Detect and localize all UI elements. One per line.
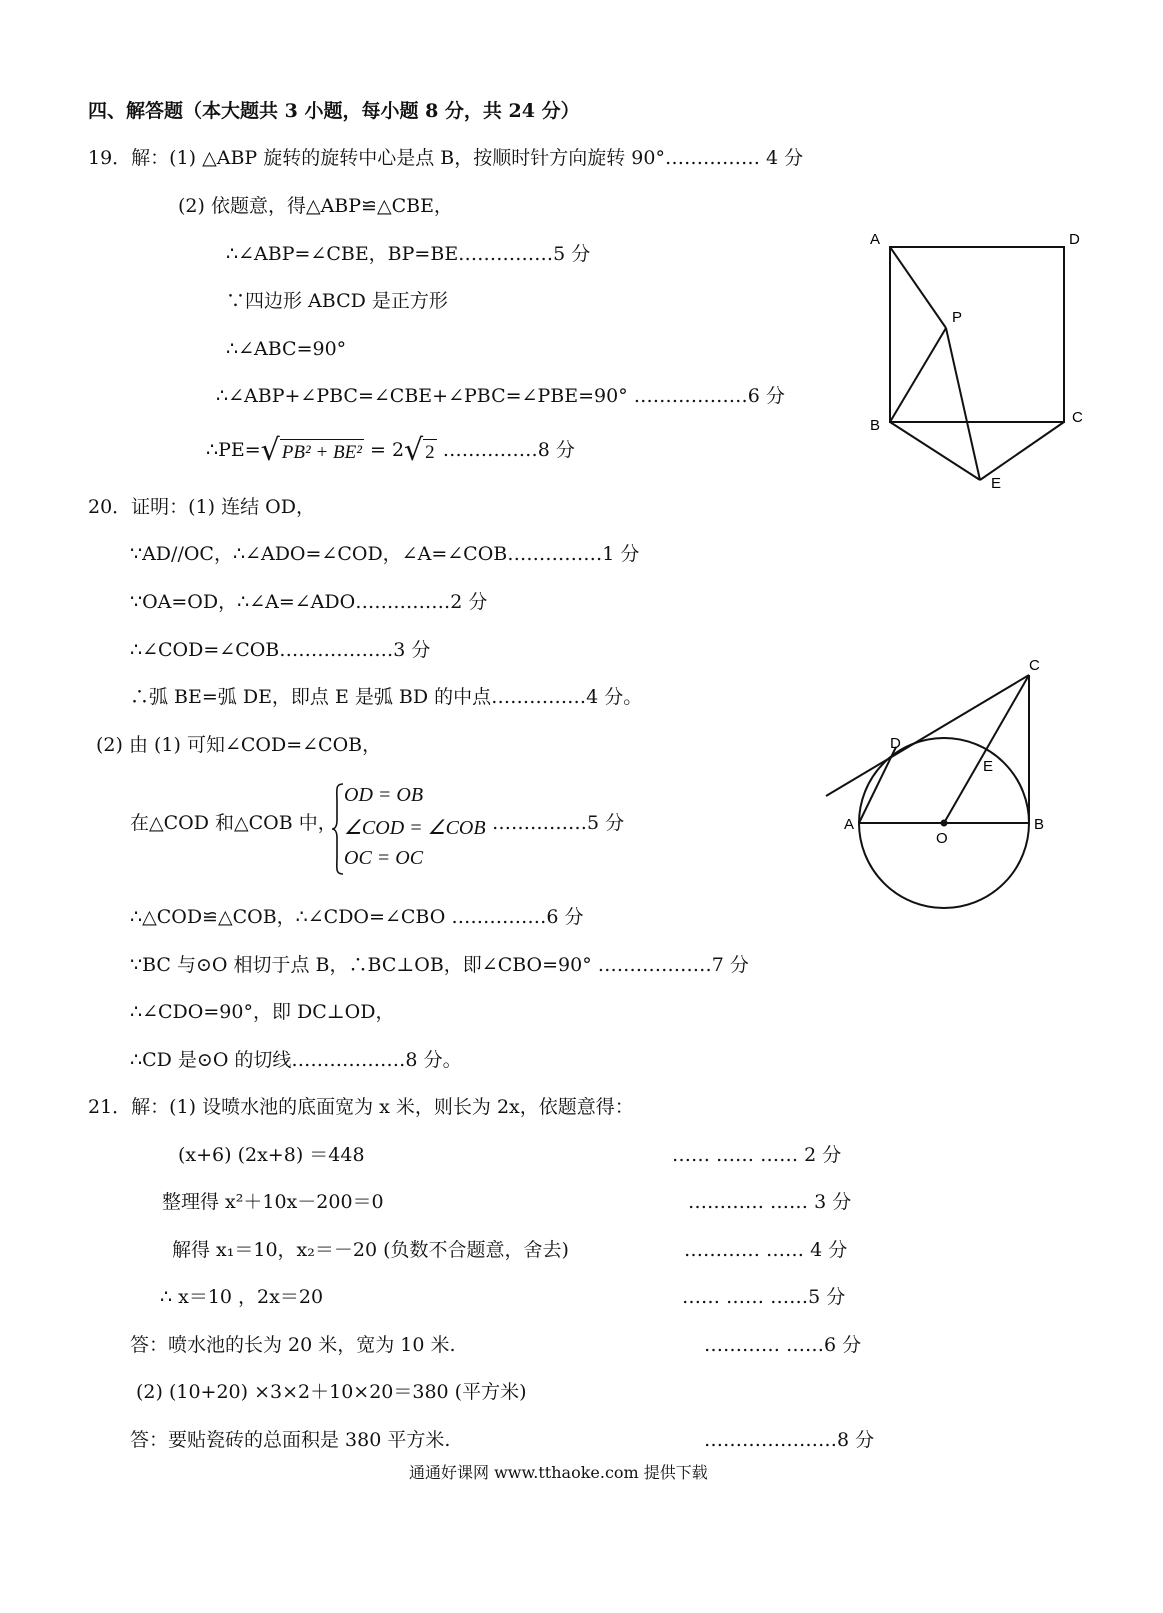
q20-line8: ∴△COD≌△COB，∴∠CDO=∠CBO ……………6 分 (130, 906, 584, 928)
q21-line8: 答：要贴瓷砖的总面积是 380 平方米. (130, 1429, 451, 1451)
q20-line1: 20．证明：(1) 连结 OD， (88, 496, 315, 518)
q19-line7 (206, 433, 575, 468)
q19-line6: ∴∠ABP+∠PBC=∠CBE+∠PBC=∠PBE=90° ………………6 分 (216, 385, 785, 407)
q19-line2: (2) 依题意，得△ABP≌△CBE， (178, 195, 453, 217)
label-p: P (952, 309, 963, 326)
segment-ap (890, 247, 946, 328)
segment-oc (944, 675, 1029, 823)
q20-line2: ∵AD//OC，∴∠ADO=∠COD，∠A=∠COB……………1 分 (130, 543, 640, 565)
label-c: C (1029, 657, 1040, 674)
segment-pb (890, 328, 946, 422)
q21-line2: (x+6) (2x+8) ＝448 (178, 1144, 365, 1166)
figure-square-abcd (860, 225, 1100, 500)
pe-sqrt-expression: √ PB² + BE² (260, 433, 362, 468)
q21-line2-points: …… …… …… 2 分 (672, 1144, 842, 1166)
sqrt2-expression: √ 2 (404, 433, 435, 468)
label-e: E (983, 758, 994, 775)
tangent-line-cd (826, 675, 1029, 796)
q21-line3-points: ………… …… 3 分 (688, 1191, 852, 1213)
segment-pe (946, 328, 980, 480)
label-c: C (1072, 409, 1083, 426)
q21-line4: 解得 x₁＝10，x₂＝－20 (负数不合题意，舍去) (172, 1239, 569, 1261)
q19-line1: 19．解：(1) △ABP 旋转的旋转中心是点 B，按顺时针方向旋转 90°…………… 4 分 (88, 147, 804, 169)
q19-line3: ∴∠ABP=∠CBE，BP=BE……………5 分 (226, 243, 591, 265)
section-title: 四、解答题（本大题共 3 小题，每小题 8 分，共 24 分） (88, 100, 580, 122)
q21-line5-points: …… …… ……5 分 (682, 1286, 846, 1308)
label-o: O (936, 830, 948, 847)
q21-line4-points: ………… …… 4 分 (684, 1239, 848, 1261)
segment-be (890, 422, 980, 480)
q21-line6-points: ………… ……6 分 (704, 1334, 862, 1356)
q21-line7: (2) (10+20) ×3×2＋10×20＝380 (平方米) (136, 1381, 527, 1403)
q20-line7-suffix: ……………5 分 (492, 812, 625, 834)
segment-ce (980, 422, 1064, 480)
q21-line6: 答：喷水池的长为 20 米，宽为 10 米. (130, 1334, 456, 1356)
system-eq1: OD = OB (344, 784, 424, 806)
sqrt2-radicand: 2 (423, 439, 437, 466)
q20-line10: ∴∠CDO=90°，即 DC⊥OD， (130, 1001, 395, 1023)
q20-line6: (2) 由 (1) 可知∠COD=∠COB， (96, 734, 382, 756)
pe-radicand: PB² + BE² (280, 439, 364, 466)
q21-line8-points: …………………8 分 (704, 1429, 875, 1451)
q19-line7-eq: = 2 (369, 439, 405, 461)
q21-line1: 21．解：(1) 设喷水池的底面宽为 x 米，则长为 2x，依题意得： (88, 1096, 634, 1118)
label-a: A (870, 231, 881, 248)
q20-line5: ∴弧 BE=弧 DE，即点 E 是弧 BD 的中点……………4 分。 (130, 686, 643, 708)
square-abcd (890, 247, 1064, 422)
segment-ad (859, 747, 896, 823)
label-b: B (870, 417, 881, 434)
system-eq3: OC = OC (344, 847, 424, 869)
q20-line7-prefix: 在△COD 和△COB 中， (130, 812, 337, 834)
figure-circle-tangent (820, 655, 1060, 915)
footer-text: 通通好课网 www.tthaoke.com 提供下载 (409, 1463, 708, 1482)
system-eq2: ∠COD = ∠COB (344, 817, 486, 839)
label-a: A (844, 816, 855, 833)
label-d: D (1069, 231, 1080, 248)
q19-line4: ∵四边形 ABCD 是正方形 (226, 290, 448, 312)
q21-line5: ∴ x＝10 ，2x＝20 (160, 1286, 324, 1308)
label-e: E (991, 475, 1002, 492)
q20-line4: ∴∠COD=∠COB………………3 分 (130, 639, 431, 661)
q20-line11: ∴CD 是⊙O 的切线………………8 分。 (130, 1049, 462, 1071)
q20-line3: ∵OA=OD，∴∠A=∠ADO……………2 分 (130, 591, 488, 613)
q19-line7-prefix: ∴PE= (206, 439, 261, 461)
center-dot-o (941, 820, 948, 827)
q19-line5: ∴∠ABC=90° (226, 338, 347, 360)
q20-line9: ∵BC 与⊙O 相切于点 B，∴BC⊥OB，即∠CBO=90° ………………7 分 (130, 954, 749, 976)
q21-line3: 整理得 x²＋10x－200＝0 (162, 1191, 384, 1213)
label-d: D (890, 735, 901, 752)
q19-line7-suffix: ……………8 分 (442, 439, 575, 461)
label-b: B (1034, 816, 1045, 833)
